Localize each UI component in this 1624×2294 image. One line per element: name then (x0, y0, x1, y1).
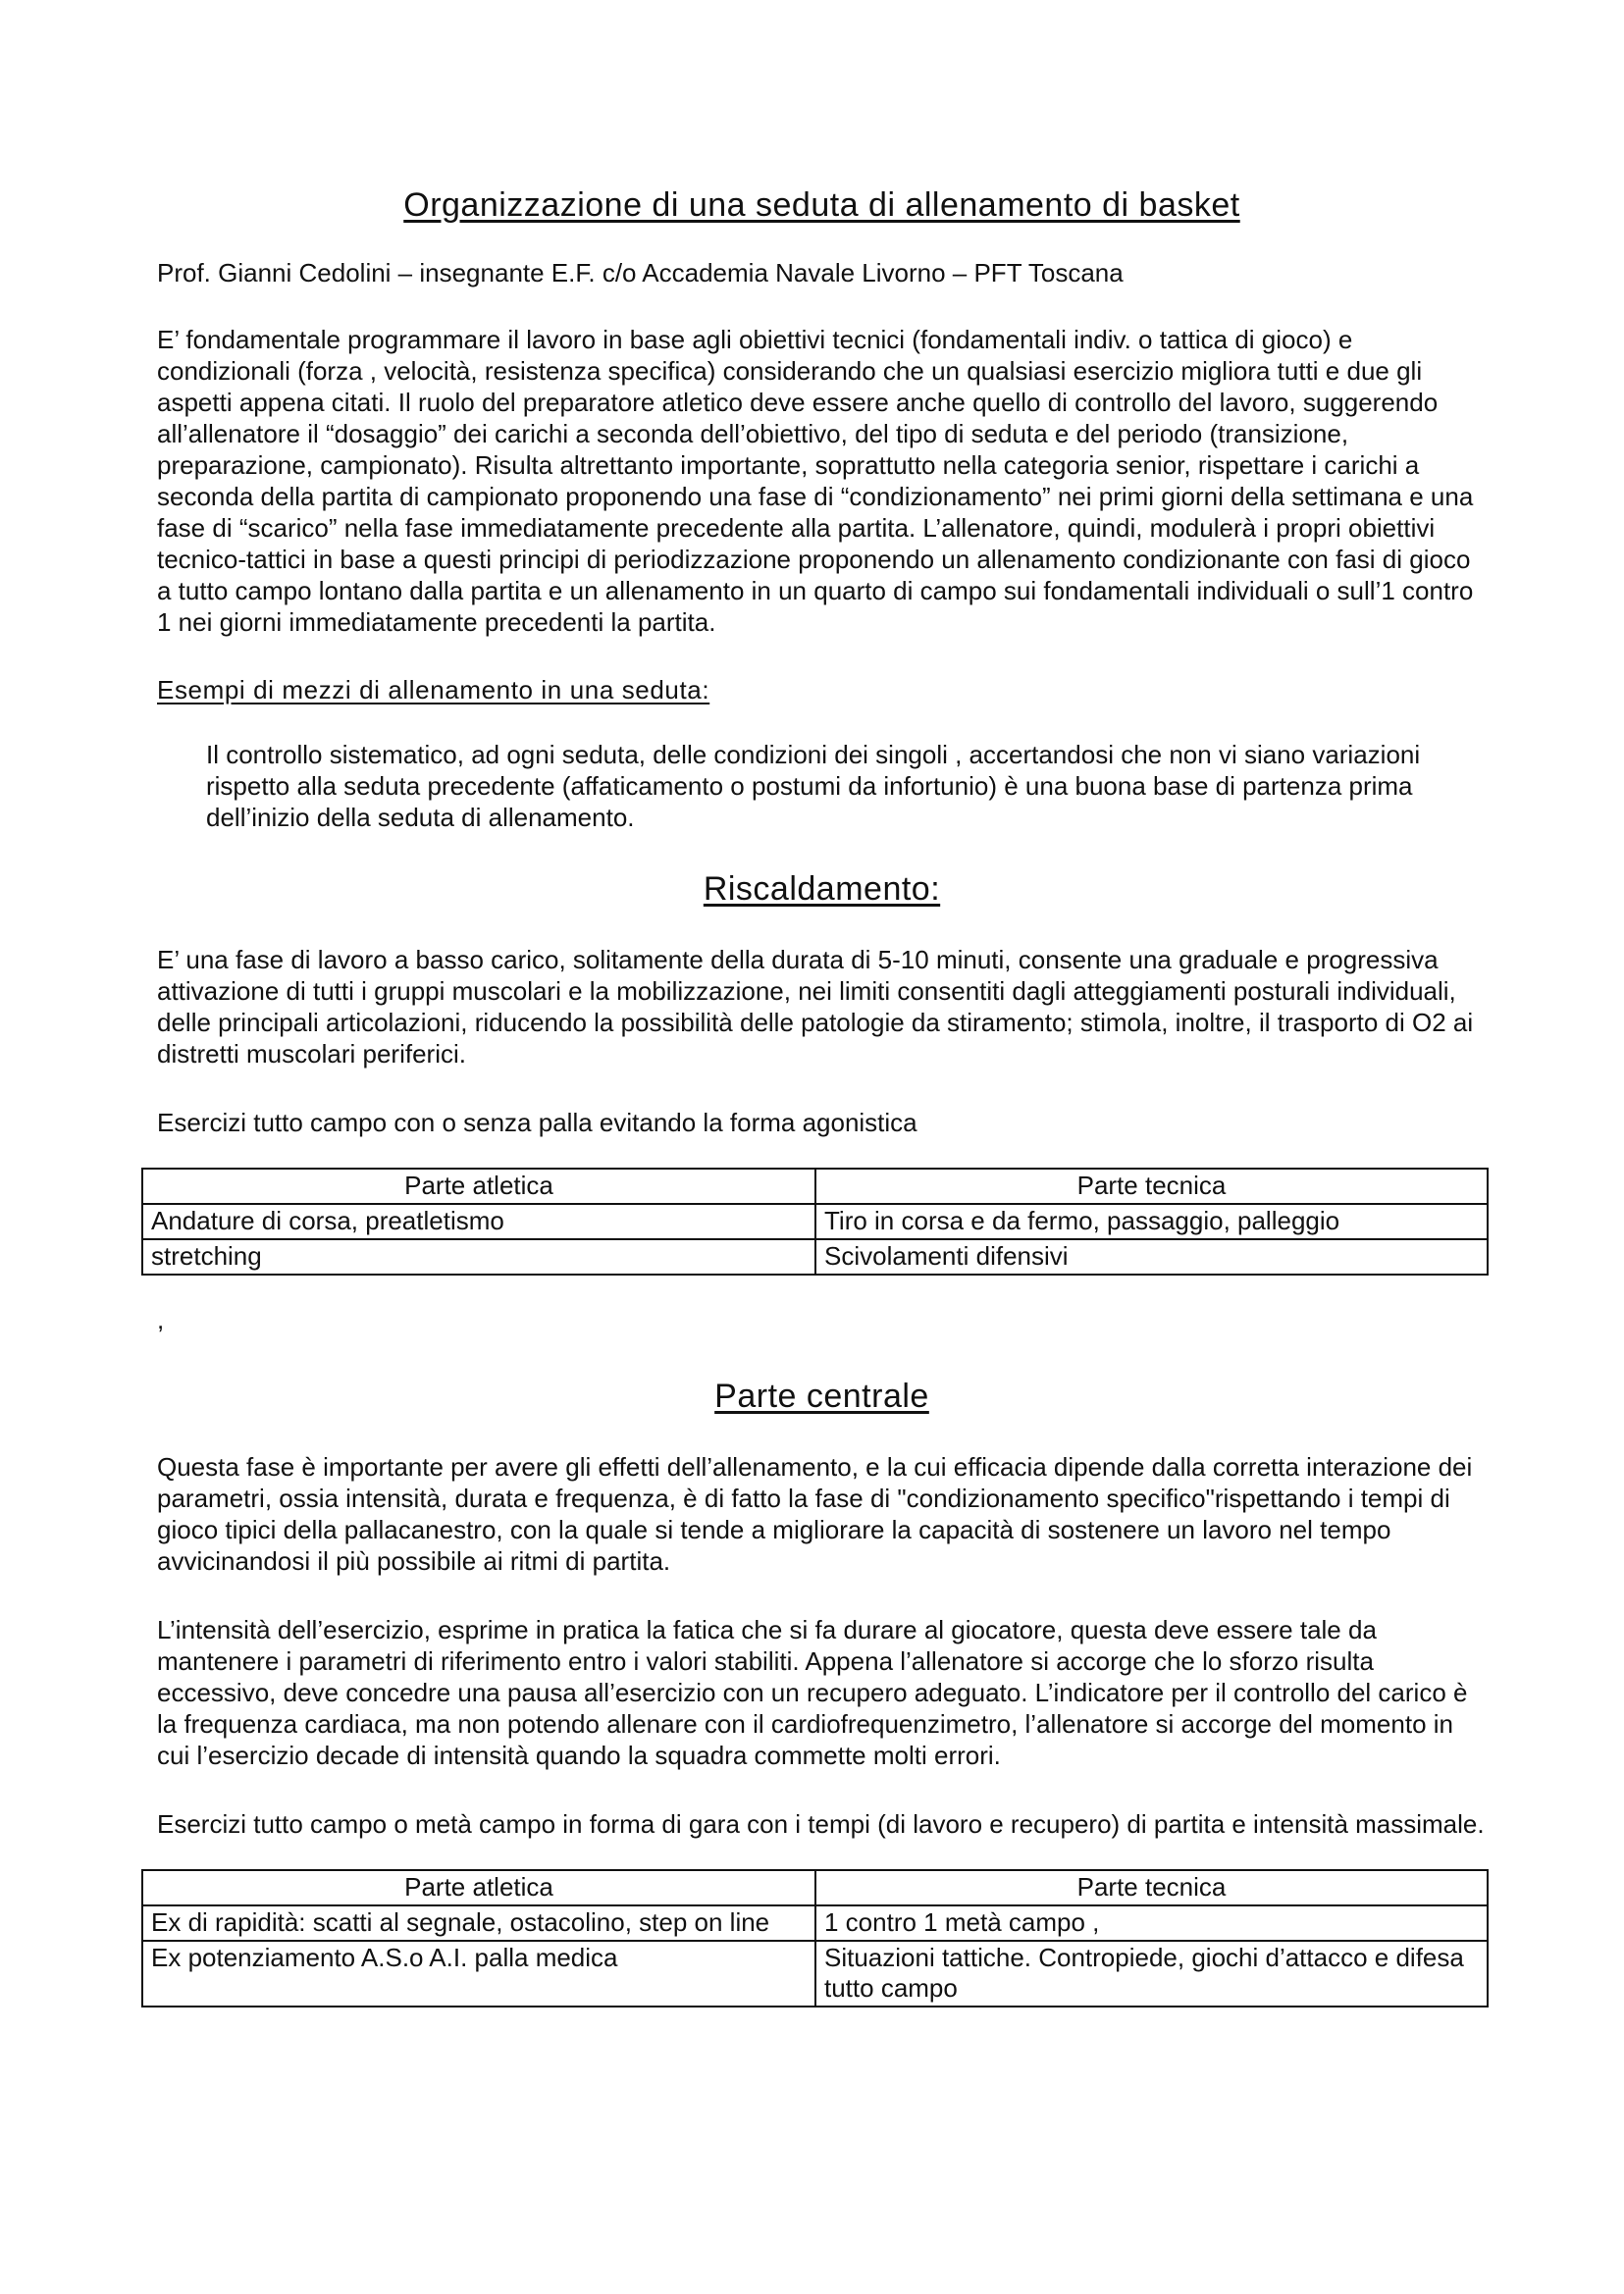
table-header-cell: Parte tecnica (815, 1870, 1488, 1905)
table-cell: Scivolamenti difensivi (815, 1239, 1488, 1275)
central-paragraph-1: Questa fase è importante per avere gli effetti dell’allenamento, e la cui efficacia dipende dalla corretta interazione dei parametri, ossia intensità, durata e frequenza, è di fatto la fase di "condizionamento specifico"rispettando i tempi di gioco tipici della pallacanestro, con la quale si tende a migliorare la capacità di sostenere un lavoro nel tempo avvicinandosi il più possibile ai ritmi di partita. (157, 1452, 1473, 1576)
central-table (141, 1869, 1489, 2007)
stray-comma: , (157, 1305, 165, 1334)
table-cell: stretching (142, 1239, 815, 1275)
table-header-cell: Parte atletica (142, 1870, 815, 1905)
document-page (151, 186, 1487, 2007)
table-row (142, 1905, 1488, 1941)
table-cell: Tiro in corsa e da fermo, passaggio, palleggio (815, 1204, 1488, 1239)
examples-paragraph: Il controllo sistematico, ad ogni seduta, delle condizioni dei singoli , accertandosi che non vi siano variazioni rispetto alla seduta precedente (affaticamento o postumi da infortunio) è una buona base di partenza prima dell’inizio della seduta di allenamento. (206, 740, 1421, 832)
warmup-table (141, 1168, 1489, 1276)
table-cell: Ex potenziamento A.S.o A.I. palla medica (142, 1941, 815, 2007)
table-row (142, 1239, 1488, 1275)
central-paragraph-2: L’intensità dell’esercizio, esprime in pratica la fatica che si fa durare al giocatore, questa deve essere tale da mantenere i parametri di riferimento entro i valori stabiliti. Appena l’allenatore si accorge che lo sforzo risulta eccessivo, deve concedre una pausa all’esercizio con un recupero adeguato. L’indicatore per il controllo del carico è la frequenza cardiaca, ma non potendo allenare con il cardiofrequenzimetro, l’allenatore si accorge del momento in cui l’esercizio decade di intensità quando la squadra commette molti errori. (157, 1615, 1468, 1770)
warmup-paragraph: E’ una fase di lavoro a basso carico, solitamente della durata di 5-10 minuti, consente una graduale e progressiva attivazione di tutti i gruppi muscolari e la mobilizzazione, nei limiti consentiti dagli atteggiamenti posturali individuali, delle principali articolazioni, riducendo la possibilità delle patologie da stiramento; stimola, inoltre, il trasporto di O2 ai distretti muscolari periferici. (157, 945, 1474, 1069)
central-title: Parte centrale (714, 1378, 929, 1415)
examples-heading: Esempi di mezzi di allenamento in una seduta: (157, 675, 710, 704)
central-exercises: Esercizi tutto campo o metà campo in forma di gara con i tempi (di lavoro e recupero) di partita e intensità massimale. (157, 1809, 1485, 1839)
table-cell: 1 contro 1 metà campo , (815, 1905, 1488, 1941)
table-header-cell: Parte tecnica (815, 1169, 1488, 1204)
author-line: Prof. Gianni Cedolini – insegnante E.F. c/o Accademia Navale Livorno – PFT Toscana (157, 258, 1124, 287)
table-cell: Ex di rapidità: scatti al segnale, ostacolino, step on line (142, 1905, 815, 1941)
table-row (142, 1941, 1488, 2007)
table-header-cell: Parte atletica (142, 1169, 815, 1204)
table-cell: Andature di corsa, preatletismo (142, 1204, 815, 1239)
warmup-title: Riscaldamento: (703, 870, 941, 908)
intro-paragraph: E’ fondamentale programmare il lavoro in base agli obiettivi tecnici (fondamentali indiv. o tattica di gioco) e condizionali (forza , velocità, resistenza specifica) considerando che un qualsiasi esercizio migliora tutti e due gli aspetti appena citati. Il ruolo del preparatore atletico deve essere anche quello di controllo del lavoro, suggerendo all’allenatore il “dosaggio” dei carichi a seconda dell’obiettivo, del tipo di seduta e del periodo (transizione, preparazione, campionato). Risulta altrettanto importante, soprattutto nella categoria senior, rispettare i carichi a seconda della partita di campionato proponendo una fase di “condizionamento” nei primi giorni della settimana e una fase di “scarico” nella fase immediatamente precedente alla partita. L’allenatore, quindi, modulerà i propri obiettivi tecnico-tattici in base a questi principi di periodizzazione proponendo un allenamento condizionante con fasi di gioco a tutto campo lontano dalla partita e un allenamento in un quarto di campo sui fondamentali individuali o sull’1 contro 1 nei giorni immediatamente precedenti la partita. (157, 325, 1474, 637)
table-row (142, 1204, 1488, 1239)
table-cell: Situazioni tattiche. Contropiede, giochi d’attacco e difesa tutto campo (815, 1941, 1488, 2007)
document-title: Organizzazione di una seduta di allenamento di basket (403, 186, 1240, 224)
table-header-row (142, 1870, 1488, 1905)
table-header-row (142, 1169, 1488, 1204)
warmup-exercises: Esercizi tutto campo con o senza palla evitando la forma agonistica (157, 1108, 917, 1137)
